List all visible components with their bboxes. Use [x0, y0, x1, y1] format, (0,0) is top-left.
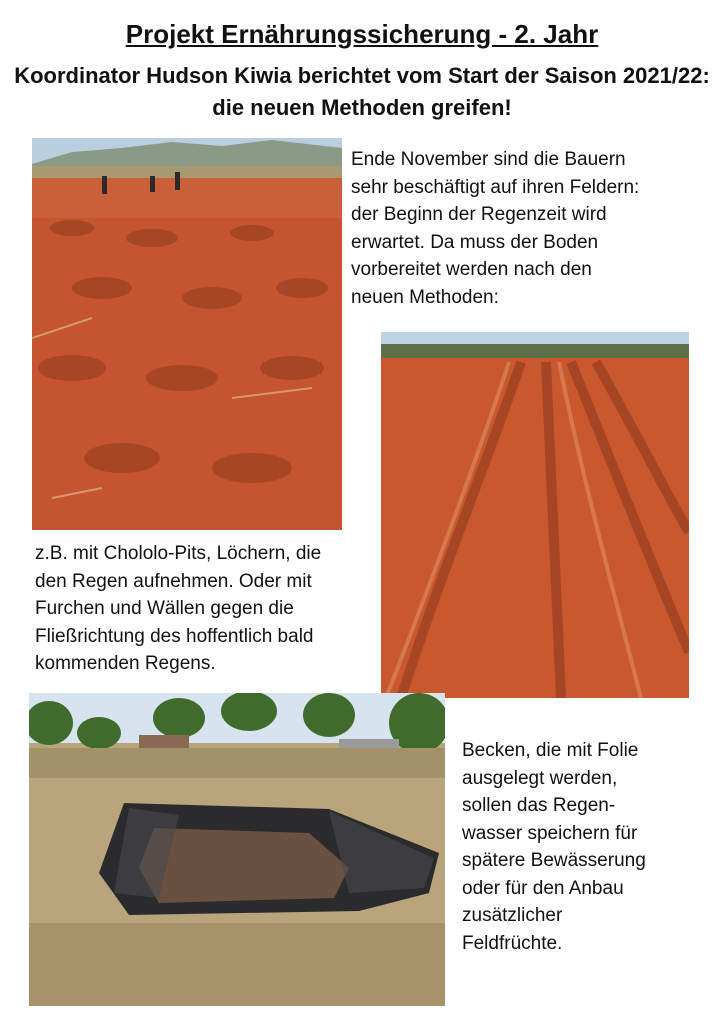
title-text: Projekt Ernährungssicherung - 2. Jahr [125, 19, 599, 49]
methods-paragraph: z.B. mit Chololo-Pits, Löchern, die den Regen aufnehmen. Oder mit Furchen und Wällen gegen die Fließrichtung des hoffentlich bald kommenden Regens. [35, 543, 322, 674]
photo-lined-water-basin [29, 693, 445, 1006]
basins-paragraph: Becken, die mit Folie ausgelegt werden, sollen das Regen- wasser speichern für spätere Bewässerung oder für den Anbau zusätzlicher Feldfrüchte. [462, 740, 646, 954]
photo-furrows-and-ridges [381, 332, 689, 698]
photo-chololo-pits-field [32, 138, 342, 530]
page-title [0, 18, 724, 50]
page-subtitle: Koordinator Hudson Kiwia berichtet vom Start der Saison 2021/22: die neuen Methoden greifen! [14, 63, 710, 120]
intro-paragraph: Ende November sind die Bauern sehr beschäftigt auf ihren Feldern: der Beginn der Regenzeit wird erwartet. Da muss der Boden vorbereitet werden nach den neuen Methoden: [351, 149, 640, 308]
